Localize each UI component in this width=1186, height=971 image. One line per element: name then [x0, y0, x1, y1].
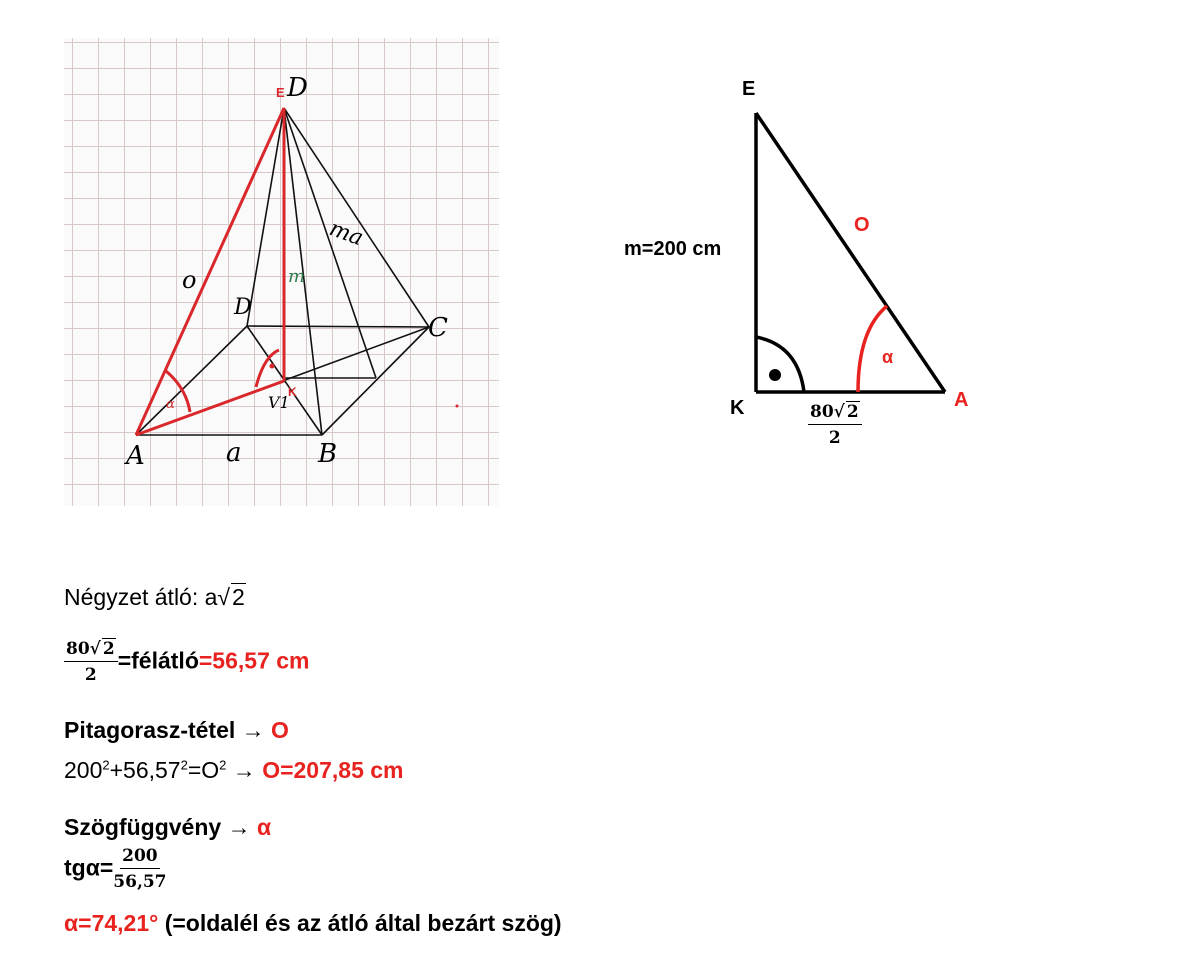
- sketch-label-b: B: [318, 439, 338, 469]
- sketch-label-alpha: α: [166, 397, 175, 412]
- right-triangle-diagram: [700, 100, 980, 400]
- triangle-hypotenuse-label: O: [854, 214, 870, 236]
- half-diagonal-fraction: $\frac{80√ 2}{2}$: [64, 641, 118, 684]
- sketch-label-c: C: [428, 313, 448, 343]
- triangle-height-label: m=200 cm: [624, 238, 722, 260]
- sketch-label-ma: ma: [325, 216, 367, 252]
- sketch-label-o: o: [182, 266, 197, 294]
- right-angle-arc: [756, 337, 804, 392]
- trig-heading: Szögfüggvény → α: [64, 814, 272, 840]
- tangent-equation: tgα= $\frac{200}{56,57}$: [64, 846, 167, 892]
- alpha-result: α=74,21° (=oldalél és az átló által bezárt szög): [64, 910, 562, 936]
- diagonal-formula: Négyzet átló: a√2: [64, 584, 245, 610]
- tangent-fraction: $\frac{200}{56,57}$: [113, 846, 167, 892]
- pyramid-sketch: [64, 38, 499, 506]
- triangle-vertex-a: A: [954, 389, 969, 411]
- triangle-vertex-e: E: [742, 78, 756, 100]
- sketch-label-v1: V1: [268, 393, 290, 412]
- half-diagonal-line: $\frac{80√ 2}{2}$ =félátló=56,57 cm: [66, 639, 310, 685]
- right-angle-dot: [769, 369, 781, 381]
- pythagoras-heading: Pitagorasz-tétel → O: [64, 717, 289, 743]
- sketch-label-side-a: a: [226, 438, 242, 468]
- sketch-label-k: K: [288, 385, 297, 399]
- sketch-label-m: m: [288, 266, 306, 287]
- triangle-alpha-label: α: [882, 347, 894, 367]
- sketch-label-e: E: [276, 85, 285, 100]
- triangle-vertex-k: K: [730, 397, 745, 419]
- triangle-base-fraction: $\frac{80√ 2}{2}$: [808, 404, 862, 447]
- sketch-label-d: D: [287, 73, 308, 103]
- sketch-label-d2: D: [234, 295, 252, 320]
- sketch-label-a: A: [126, 441, 145, 471]
- pythagoras-equation: $200^2+56,57^2=O^2 \to O=207,85$ cm: [64, 757, 404, 783]
